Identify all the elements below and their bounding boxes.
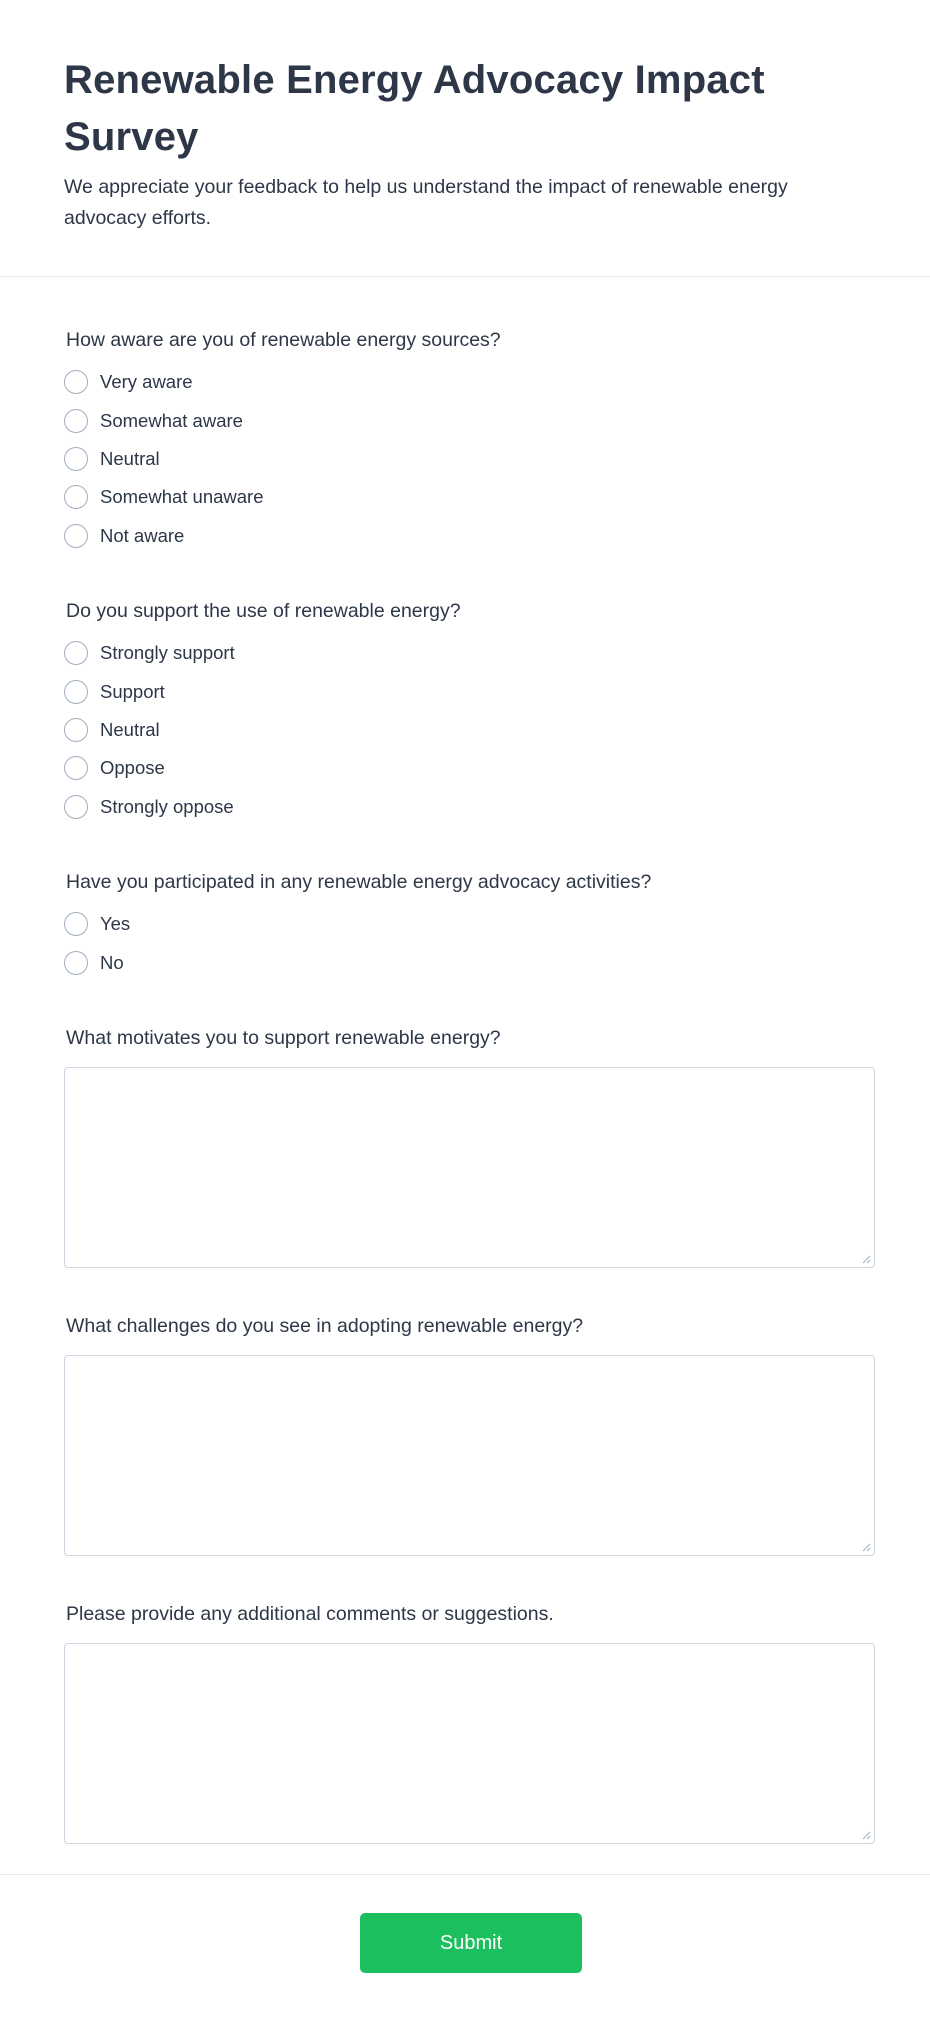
option-label: Not aware [100, 525, 185, 546]
option-strongly-support[interactable] [64, 640, 235, 666]
radio-button[interactable] [64, 447, 88, 471]
option-yes[interactable] [64, 911, 130, 937]
radio-button[interactable] [64, 756, 88, 780]
page-subtitle: We appreciate your feedback to help us understand the impact of renewable energy advocacy efforts. [64, 176, 788, 229]
question-participation-label: Have you participated in any renewable energy advocacy activities? [66, 871, 652, 893]
resize-grip-icon[interactable] [861, 1542, 871, 1552]
radio-button[interactable] [64, 718, 88, 742]
option-label: Strongly support [100, 642, 235, 663]
radio-button[interactable] [64, 409, 88, 433]
option-label: Somewhat unaware [100, 486, 264, 507]
resize-grip-icon[interactable] [861, 1254, 871, 1264]
option-support[interactable] [64, 679, 165, 705]
radio-button[interactable] [64, 485, 88, 509]
radio-button[interactable] [64, 641, 88, 665]
motivation-textarea[interactable] [64, 1067, 875, 1268]
radio-button[interactable] [64, 370, 88, 394]
question-comments-label: Please provide any additional comments or suggestions. [66, 1603, 554, 1625]
radio-button[interactable] [64, 524, 88, 548]
option-label: Support [100, 681, 165, 702]
option-no[interactable] [64, 950, 124, 976]
question-awareness-label: How aware are you of renewable energy sources? [66, 329, 501, 351]
question-support-label: Do you support the use of renewable energy? [66, 600, 461, 622]
radio-button[interactable] [64, 912, 88, 936]
challenges-textarea[interactable] [64, 1355, 875, 1556]
comments-textarea[interactable] [64, 1643, 875, 1844]
option-neutral-awareness[interactable] [64, 446, 160, 472]
option-not-aware[interactable] [64, 523, 184, 549]
option-somewhat-aware[interactable] [64, 408, 243, 434]
option-oppose[interactable] [64, 755, 165, 781]
option-label: Somewhat aware [100, 410, 243, 431]
radio-button[interactable] [64, 680, 88, 704]
radio-button[interactable] [64, 795, 88, 819]
resize-grip-icon[interactable] [861, 1830, 871, 1840]
option-label: Yes [100, 913, 131, 934]
question-motivation-label: What motivates you to support renewable energy? [66, 1027, 501, 1049]
option-label: Neutral [100, 719, 160, 740]
footer-divider [0, 1874, 930, 1875]
survey-header [0, 0, 930, 277]
question-challenges-label: What challenges do you see in adopting renewable energy? [66, 1315, 584, 1337]
option-label: Neutral [100, 448, 160, 469]
option-label: Very aware [100, 371, 193, 392]
option-label: Strongly oppose [100, 796, 234, 817]
option-strongly-oppose[interactable] [64, 794, 234, 820]
option-neutral-support[interactable] [64, 717, 160, 743]
option-label: No [100, 952, 124, 973]
option-label: Oppose [100, 757, 165, 778]
page-title: Renewable Energy Advocacy Impact Survey [64, 58, 765, 159]
radio-button[interactable] [64, 951, 88, 975]
option-somewhat-unaware[interactable] [64, 484, 264, 510]
submit-button[interactable]: Submit [360, 1913, 582, 1973]
option-very-aware[interactable] [64, 369, 193, 395]
